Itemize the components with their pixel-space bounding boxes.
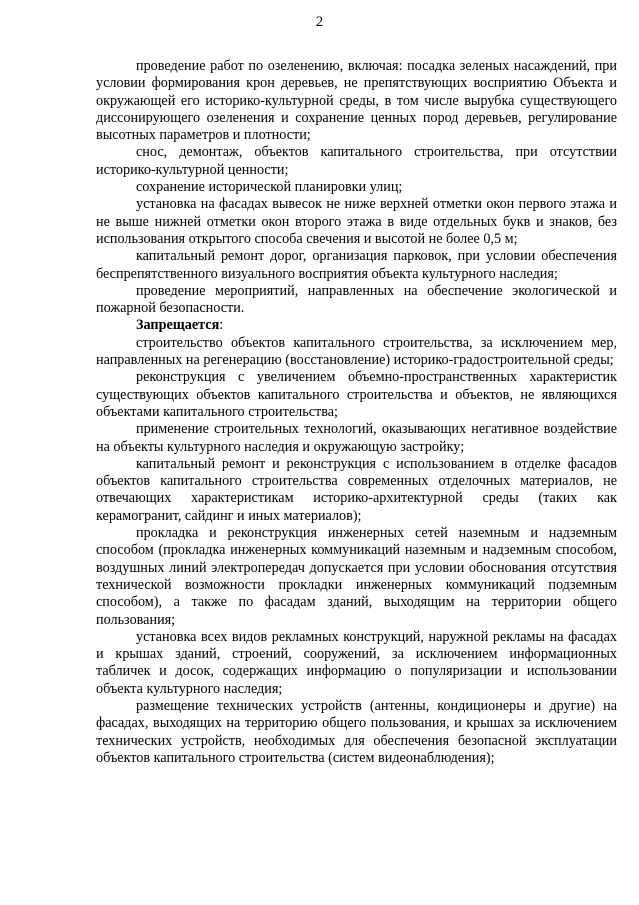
prohibited-heading-colon: : — [219, 317, 224, 334]
prohibited-item-utility-networks: прокладка и реконструкция инженерных сетей наземным и надземным способом (прокладка инженерных коммуникаций наземным и надземным способом, воздушных линий электропередач допускается при условии обоснования отсутствия технической возможности прокладки инженерных коммуникаций подземным способом), а также по фасадам зданий, выходящим на территории общего пользования; — [96, 525, 617, 628]
paragraph-signage: установка на фасадах вывесок не ниже верхней отметки окон первого этажа и не выше нижней отметки окон второго этажа в виде отдельных букв и знаков, без использования открытого способа свечения и высотой не более 0,5 м; — [96, 196, 617, 247]
paragraph-landscaping: проведение работ по озеленению, включая: посадка зеленых насаждений, при условии формирования крон деревьев, не препятствующих восприятию Объекта и окружающей его историко-культурной среды, в том числе вырубка существующего диссонирующего озеленения и сохранение ценных пород деревьев, регулирование высотных параметров и плотности; — [96, 58, 617, 144]
page-number: 2 — [315, 14, 324, 30]
prohibited-item-facade-materials: капитальный ремонт и реконструкция с использованием в отделке фасадов объектов капитального строительства современных отделочных материалов, не отвечающих характеристикам историко-архитектурной среды (таких как керамогранит, сайдинг и иных материалов); — [96, 455, 617, 524]
prohibited-item-reconstruction: реконструкция с увеличением объемно-пространственных характеристик существующих объектов капитального строительства и объектов, не являющихся объектами капитального строительства; — [96, 369, 617, 420]
prohibited-item-technical-devices: размещение технических устройств (антенны, кондиционеры и другие) на фасадах, выходящих на территорию общего пользования, и крышах за исключением технических устройств, необходимых для обеспечения безопасной эксплуатации объектов капитального строительства (систем видеонаблюдения); — [96, 697, 617, 766]
prohibited-item-technologies: применение строительных технологий, оказывающих негативное воздействие на объекты культурного наследия и окружающую застройку; — [96, 421, 617, 455]
paragraph-demolition: снос, демонтаж, объектов капитального строительства, при отсутствии историко-культурной ценности; — [96, 144, 617, 178]
prohibited-heading — [96, 317, 617, 334]
prohibited-item-advertising: установка всех видов рекламных конструкций, наружной рекламы на фасадах и крышах зданий, строений, сооружений, за исключением информационных табличек и досок, содержащих информацию о популяризации и использовании объекта культурного наследия; — [96, 628, 617, 697]
paragraph-street-layout: сохранение исторической планировки улиц; — [136, 179, 403, 196]
prohibited-heading-text: Запрещается — [136, 317, 220, 334]
paragraph-road-repair: капитальный ремонт дорог, организация парковок, при условии обеспечения беспрепятственного визуального восприятия объекта культурного наследия; — [96, 248, 617, 282]
document-body — [96, 58, 617, 767]
prohibited-item-construction: строительство объектов капитального строительства, за исключением мер, направленных на регенерацию (восстановление) историко-градостроительной среды; — [96, 334, 617, 369]
paragraph-safety: проведение мероприятий, направленных на обеспечение экологической и пожарной безопасности. — [96, 282, 617, 317]
